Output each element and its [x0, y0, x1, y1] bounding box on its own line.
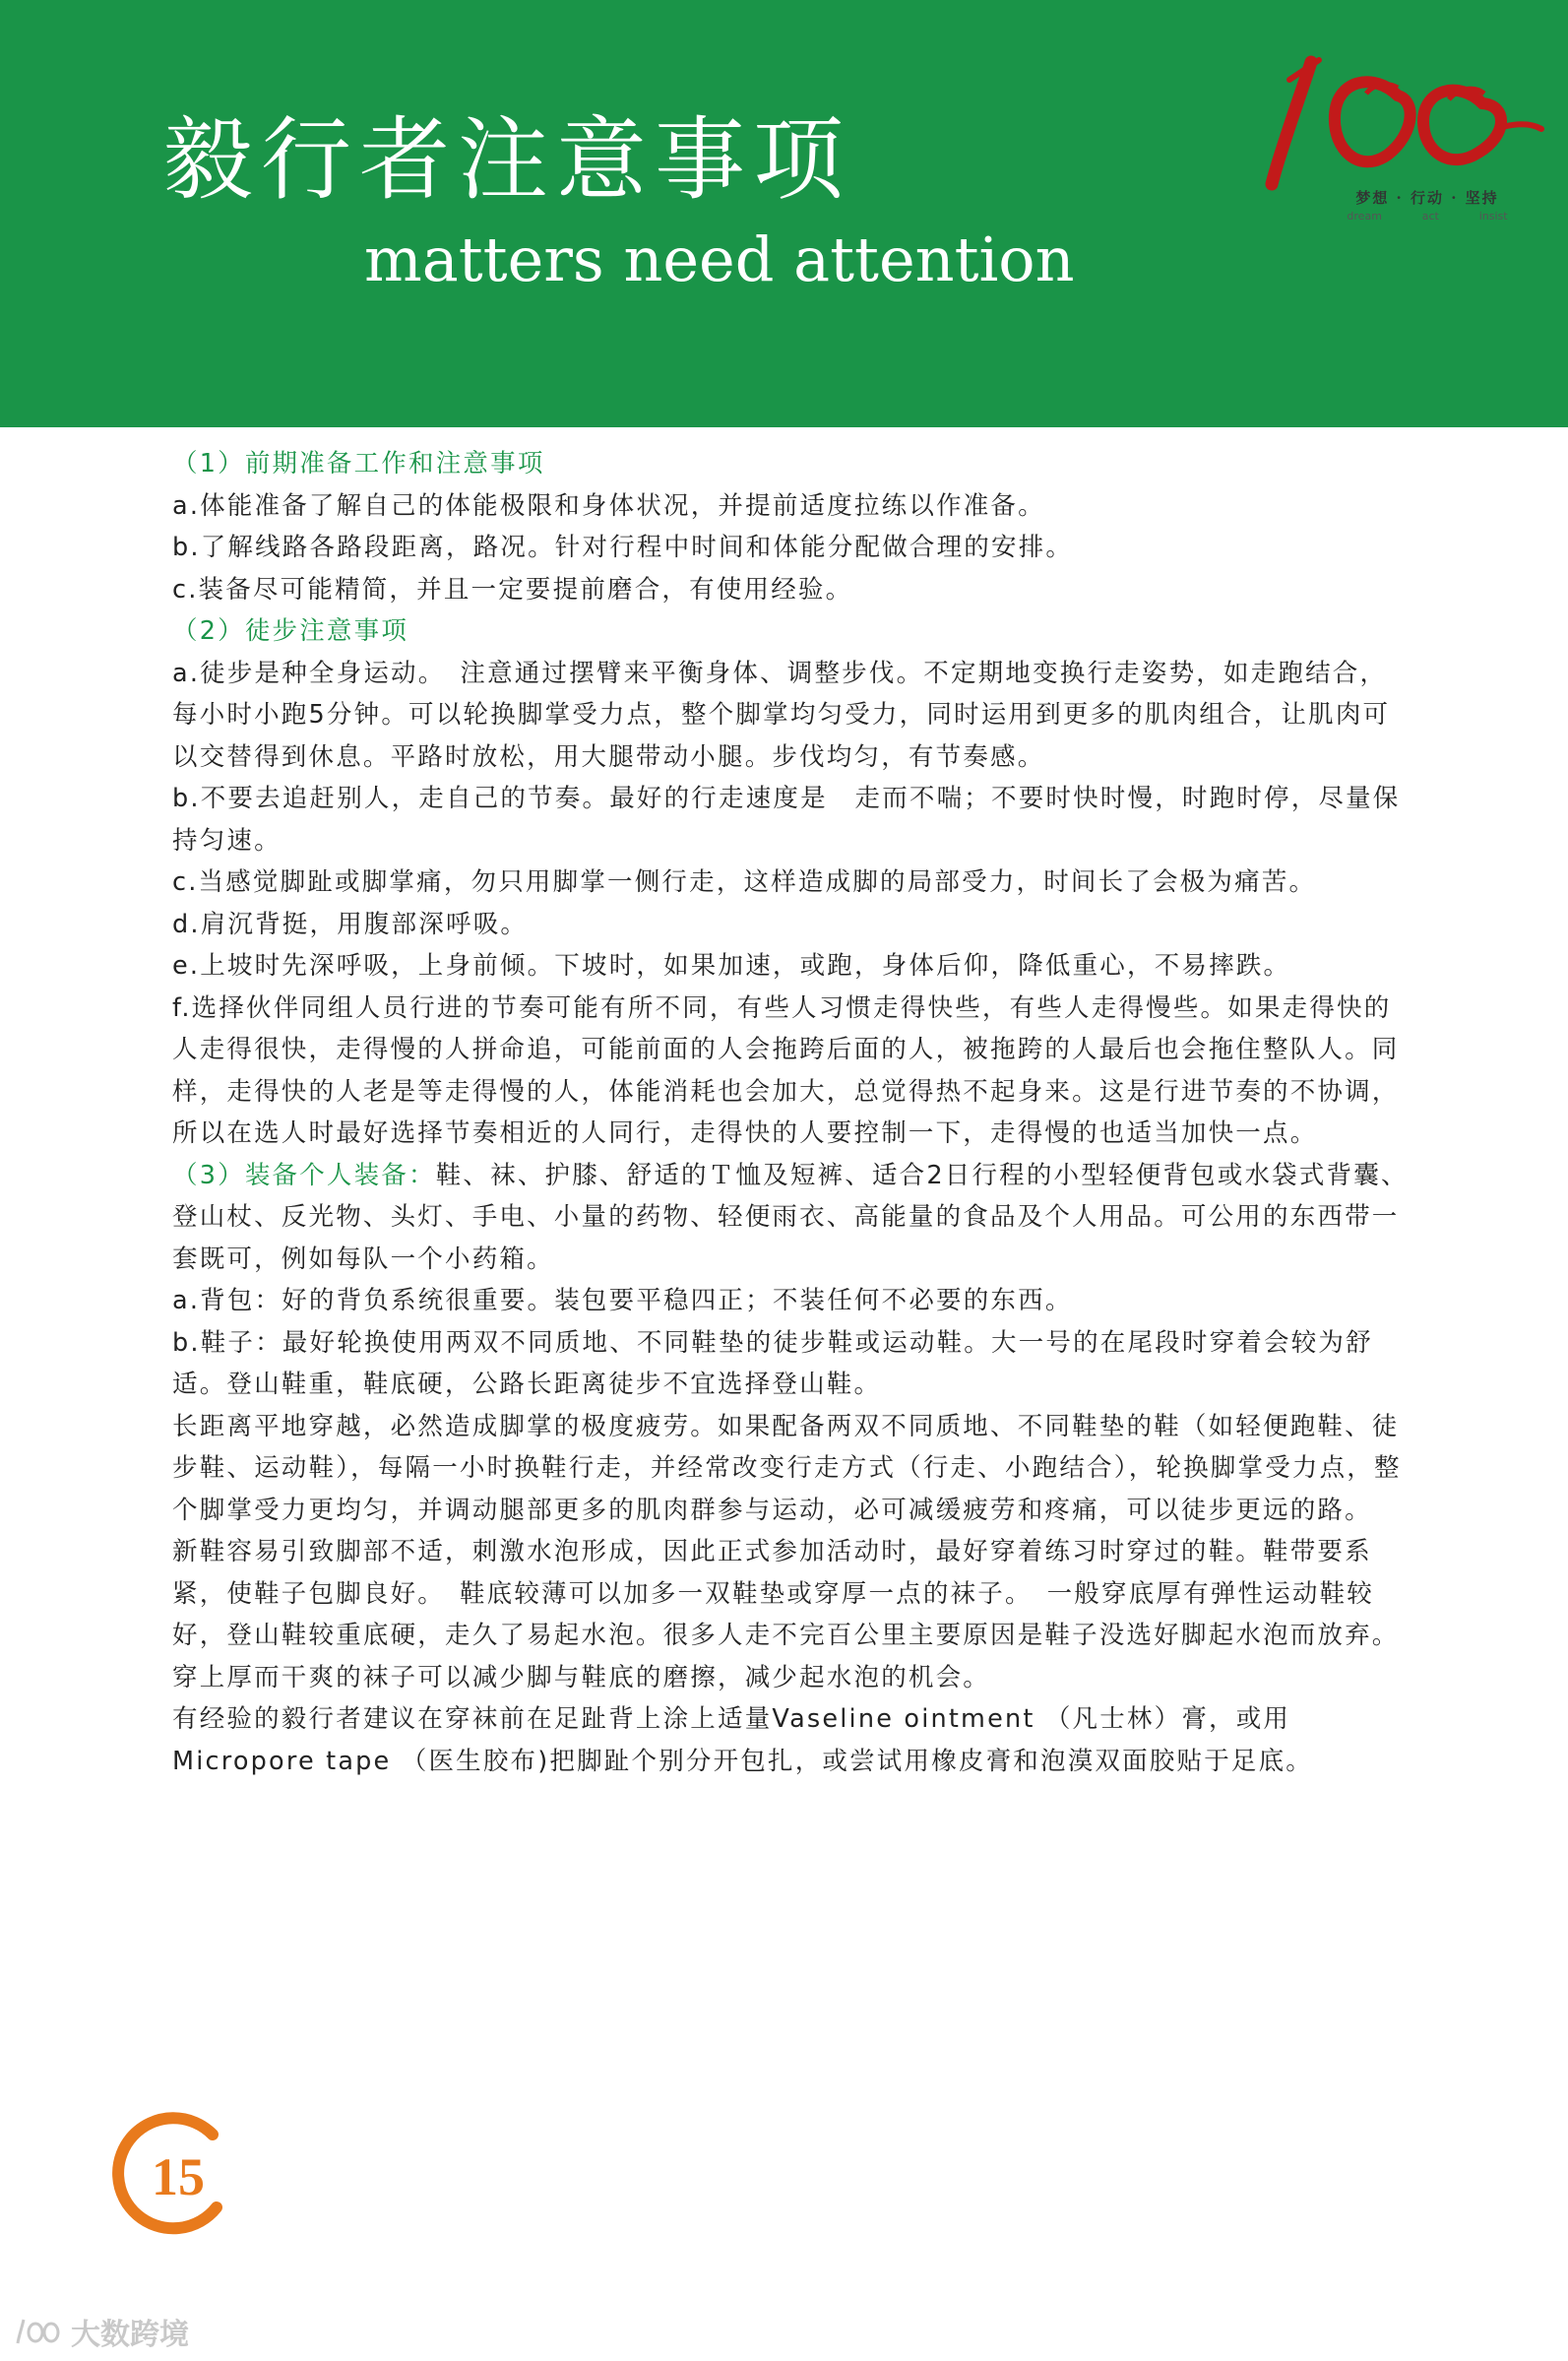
- paragraph: a.背包：好的背负系统很重要。装包要平稳四正；不装任何不必要的东西。: [172, 1286, 1073, 1315]
- paragraph: [172, 1155, 1412, 1281]
- header-band: [0, 0, 1568, 427]
- paragraph-text: 鞋、袜、护膝、舒适的Ｔ恤及短裤、适合2日行程的小型轻便背包或水袋式背囊、登山杖、反光物、头灯、手电、小量的药物、轻便雨衣、高能量的食品及个人用品。可公用的东西带一套既可，例如每队一个小药箱。: [172, 1160, 1409, 1274]
- page-subtitle: matters need attention: [364, 223, 1075, 295]
- paragraph: e.上坡时先深呼吸，上身前倾。下坡时，如果加速，或跑，身体后仰，降低重心，不易摔跌。: [172, 951, 1291, 981]
- logo-mark-icon: [1250, 54, 1545, 202]
- paragraph: f.选择伙伴同组人员行进的节奏可能有所不同，有些人习惯走得快些，有些人走得慢些。如果走得快的人走得很快，走得慢的人拼命追，可能前面的人会拖跨后面的人，被拖跨的人最后也会拖住整队人。同样，走得快的人老是等走得慢的人，体能消耗也会加大，总觉得热不起身来。这是行进节奏的不协调，所以在选人时最好选择节奏相近的人同行，走得快的人要控制一下，走得慢的也适当加快一点。: [172, 992, 1400, 1148]
- page-number: 15: [152, 2147, 205, 2206]
- paragraph: 长距离平地穿越，必然造成脚掌的极度疲劳。如果配备两双不同质地、不同鞋垫的鞋（如轻便跑鞋、徒步鞋、运动鞋），每隔一小时换鞋行走，并经常改变行走方式（行走、小跑结合），轮换脚掌受力点，整个脚掌受力更均匀，并调动腿部更多的肌肉群参与运动，必可减缓疲劳和疼痛，可以徒步更远的路。: [172, 1411, 1402, 1525]
- watermark: [14, 2312, 189, 2351]
- paragraph: 新鞋容易引致脚部不适，刺激水泡形成，因此正式参加活动时，最好穿着练习时穿过的鞋。鞋带要系紧，使鞋子包脚良好。 鞋底较薄可以加多一双鞋垫或穿厚一点的袜子。 一般穿底厚有弹性运动鞋较好，登山鞋较重底硬，走久了易起水泡。很多人走不完百公里主要原因是鞋子没选好脚起水泡而放弃。穿上厚而干爽的袜子可以减少脚与鞋底的磨擦，减少起水泡的机会。: [172, 1537, 1400, 1692]
- paragraph: b.不要去追赶别人，走自己的节奏。最好的行走速度是 走而不喘；不要时快时慢，时跑时停，尽量保持匀速。: [172, 784, 1401, 856]
- watermark-text: 大数跨境: [71, 2318, 189, 2352]
- logo-sub-insist: insist: [1478, 210, 1508, 223]
- section-heading: （2）徒步注意事项: [172, 616, 409, 646]
- paragraph: b.鞋子：最好轮换使用两双不同质地、不同鞋垫的徒步鞋或运动鞋。大一号的在尾段时穿着会较为舒适。登山鞋重，鞋底硬，公路长距离徒步不宜选择登山鞋。: [172, 1327, 1373, 1399]
- logo-slogan: 梦想 · 行动 · 坚持: [1355, 189, 1499, 207]
- paragraph: d.肩沉背挺，用腹部深呼吸。: [172, 909, 529, 939]
- logo-sub-act: act: [1421, 210, 1439, 223]
- paragraph: c.当感觉脚趾或脚掌痛，勿只用脚掌一侧行走，这样造成脚的局部受力，时间长了会极为痛苦。: [172, 867, 1317, 897]
- logo-sub-dream: dream: [1347, 210, 1382, 223]
- watermark-logo-icon: [14, 2317, 65, 2346]
- paragraph: a.徒步是种全身运动。 注意通过摆臂来平衡身体、调整步伐。不定期地变换行走姿势，如走跑结合，每小时小跑5分钟。可以轮换脚掌受力点，整个脚掌均匀受力，同时运用到更多的肌肉组合，让肌肉可以交替得到休息。平路时放松，用大腿带动小腿。步伐均匀，有节奏感。: [172, 658, 1391, 772]
- paragraph: b.了解线路各路段距离，路况。针对行程中时间和体能分配做合理的安排。: [172, 533, 1074, 562]
- logo-sub-labels: [1309, 210, 1545, 223]
- paragraph: a.体能准备了解自己的体能极限和身体状况，并提前适度拉练以作准备。: [172, 490, 1045, 521]
- section-heading: （1）前期准备工作和注意事项: [172, 449, 545, 479]
- section-heading-inline: （3）装备个人装备：: [172, 1160, 436, 1190]
- article-body: [172, 443, 1412, 1782]
- paragraph: c.装备尽可能精简，并且一定要提前磨合，有使用经验。: [172, 574, 853, 605]
- logo-caption: [1309, 187, 1545, 223]
- paragraph: 有经验的毅行者建议在穿袜前在足趾背上涂上适量Vaseline ointment （凡士林）膏，或用Micropore tape （医生胶布)把脚趾个别分开包扎，或尝试用橡皮膏和泡漠双面胶贴于足底。: [172, 1704, 1313, 1776]
- page-title: 毅行者注意事项: [162, 107, 852, 213]
